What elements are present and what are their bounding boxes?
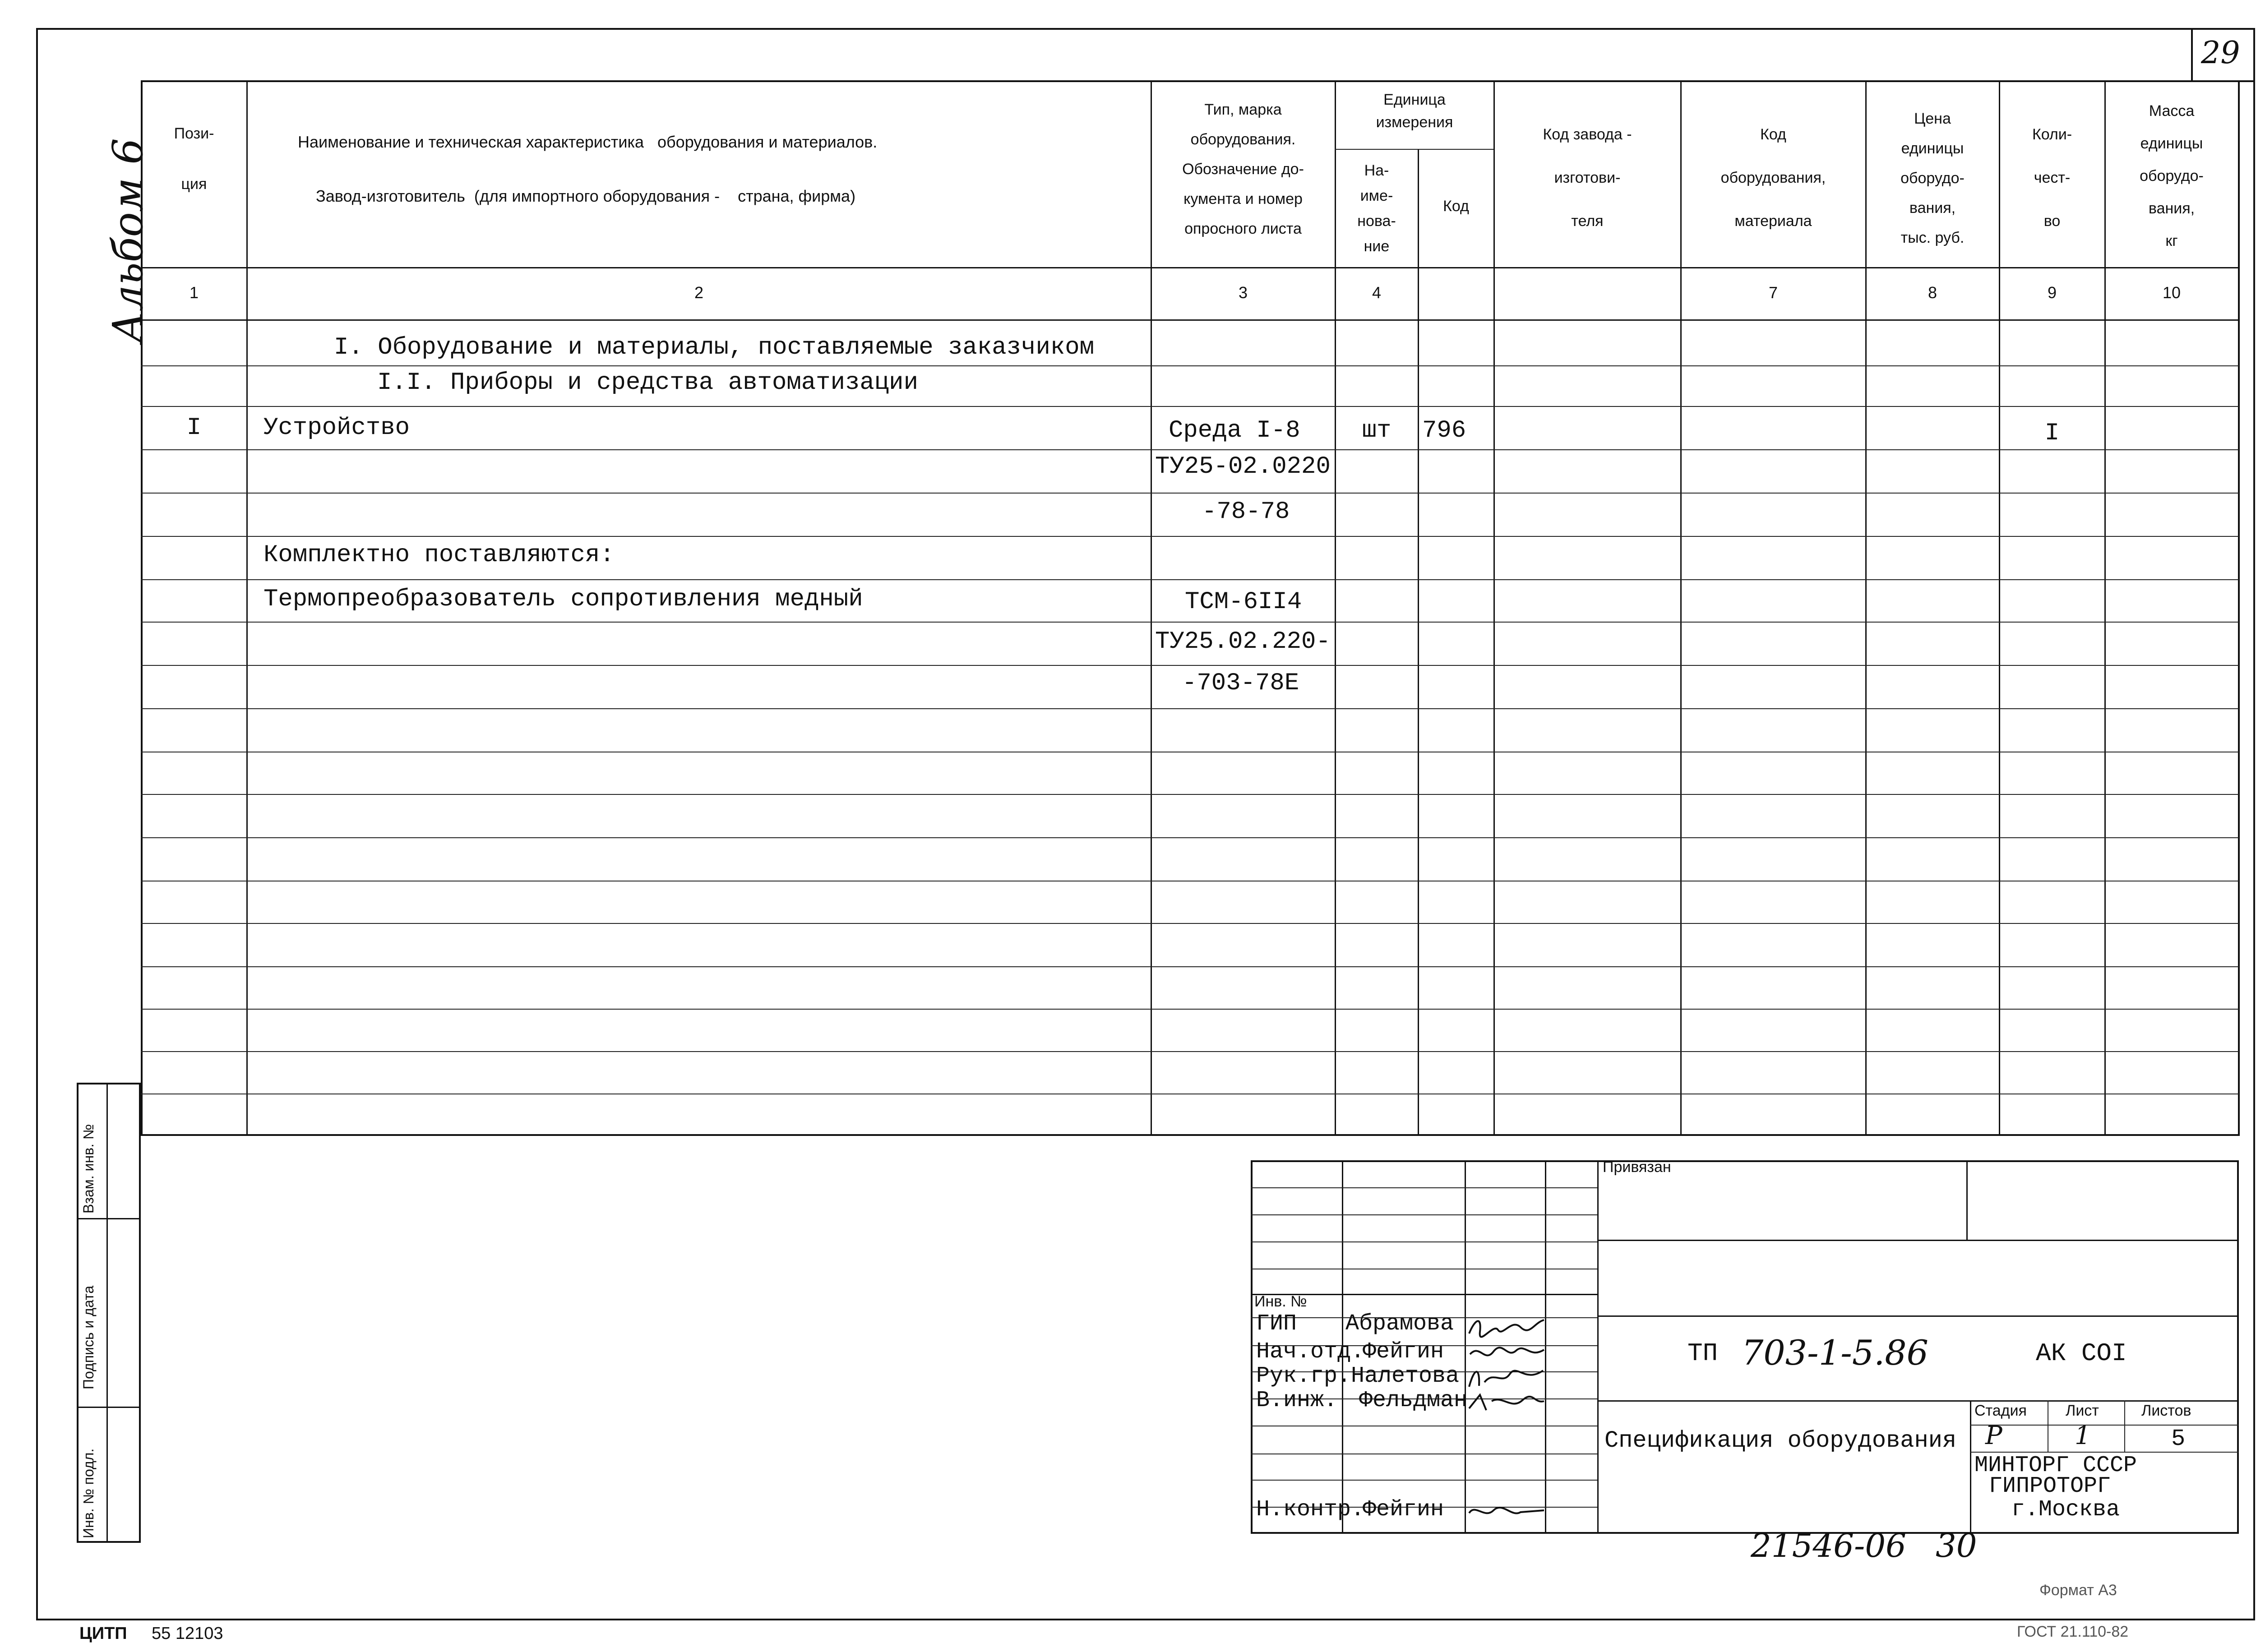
header-col6: Код оборудования, материала (1720, 126, 1826, 230)
designation-prefix: ТП (1687, 1339, 1718, 1368)
staff-role: Н.контр. (1256, 1497, 1365, 1523)
header-unit-name: На- име- нова- ние (1357, 162, 1396, 255)
org-line: ГИПРОТОРГ (1989, 1473, 2111, 1499)
col-number: 10 (2162, 283, 2181, 302)
col-number: 1 (189, 283, 199, 302)
signature (1466, 1314, 1548, 1339)
inv-no-label: Инв. № (1254, 1293, 1307, 1310)
stage-label: Стадия (1974, 1402, 2027, 1419)
col-number: 4 (1372, 283, 1382, 302)
header-col3: Тип, марка оборудования. Обозначение до- кумента и номер опросного листа (1182, 101, 1304, 237)
item-type: Среда I-8 (1169, 417, 1300, 444)
unit-name: шт (1362, 417, 1392, 444)
staff-name: Фельдман (1359, 1388, 1468, 1413)
bottom-handwritten-number: 21546-06 (1751, 1527, 1906, 1564)
position-cell: I (186, 414, 202, 442)
header-unit-group: Единица измерения (1376, 91, 1453, 131)
header-col5: Код завода - изготови- теля (1543, 126, 1632, 230)
item-name: Устройство (264, 414, 410, 442)
header-col9: Масса единицы оборудо- вания, кг (2140, 102, 2204, 249)
staff-role: Нач.отд. (1256, 1339, 1365, 1365)
item-type: ТУ25-02.0220 (1155, 453, 1331, 480)
format-label: Формат А3 (2039, 1582, 2117, 1599)
sheets-value: 5 (2171, 1426, 2186, 1452)
col-number: 7 (1768, 283, 1778, 302)
privyazan-label: Привязан (1603, 1158, 1671, 1176)
staff-name: Абрамова (1345, 1311, 1454, 1337)
staff-role: ГИП (1256, 1311, 1297, 1337)
header-unit-code: Код (1443, 198, 1469, 215)
item-type: ТУ25.02.220- (1155, 628, 1331, 655)
album-label: Альбом 6 (104, 138, 152, 343)
signature (1466, 1341, 1548, 1366)
side-label-vzam-inv: Взам. инв. № (80, 1124, 97, 1214)
sheets-label: Листов (2141, 1402, 2191, 1419)
designation: 703-1-5.86 (1742, 1333, 1928, 1373)
staff-role: В.инж. (1256, 1388, 1338, 1413)
bottom-handwritten-number-2: 30 (1936, 1527, 1977, 1564)
staff-name: Налетова (1351, 1363, 1460, 1389)
item-type: ТСМ-6II4 (1185, 588, 1302, 616)
header-col2-line1: Наименование и техническая характеристика оборудования и материалов. (298, 133, 878, 151)
staff-role: Рук.гр. (1256, 1363, 1351, 1389)
header-col8: Коли- чест- во (2032, 126, 2072, 230)
item-type: -703-78Е (1182, 669, 1299, 697)
side-label-sign-date: Подпись и дата (80, 1285, 97, 1389)
signature (1466, 1365, 1548, 1390)
footer-code: 55 12103 (152, 1624, 223, 1643)
sheet-label: Лист (2066, 1402, 2099, 1419)
item-type: -78-78 (1202, 498, 1290, 526)
header-col2-line2: Завод-изготовитель (для импортного оборудования - страна, фирма) (316, 187, 856, 205)
signature (1466, 1390, 1548, 1416)
header-col1: Пози- ция (174, 125, 214, 193)
staff-name: Фейгин (1363, 1339, 1444, 1365)
org-line: г.Москва (2011, 1497, 2120, 1523)
side-label-inv-podl: Инв. № подл. (80, 1448, 97, 1538)
col-number: 8 (1928, 283, 1937, 302)
col-number: 3 (1238, 283, 1248, 302)
org-line: МИНТОРГ СССР (1974, 1453, 2137, 1478)
col-number: 9 (2047, 283, 2057, 302)
section-title: I. Оборудование и материалы, поставляемые заказчиком (334, 334, 1095, 361)
sheet-value: 1 (2075, 1421, 2091, 1450)
quantity: I (2044, 420, 2060, 447)
stage-value: Р (1985, 1421, 2002, 1450)
designation-suffix: АК СОI (2036, 1339, 2127, 1368)
item-name: Термопреобразователь сопротивления медный (264, 586, 863, 613)
sheet-number: 29 (2201, 35, 2240, 71)
footer-org: ЦИТП (79, 1624, 127, 1643)
subsection-title: I.I. Приборы и средства автоматизации (377, 369, 918, 397)
gost-label: ГОСТ 21.110-82 (2017, 1623, 2129, 1640)
unit-code: 796 (1422, 417, 1466, 444)
staff-name: Фейгин (1363, 1497, 1444, 1523)
document-title: Спецификация оборудования (1604, 1427, 1957, 1454)
col-number: 2 (694, 283, 704, 302)
signature (1466, 1500, 1548, 1525)
item-name: Комплектно поставляются: (264, 541, 615, 569)
header-col7: Цена единицы оборудо- вания, тыс. руб. (1900, 110, 1965, 246)
